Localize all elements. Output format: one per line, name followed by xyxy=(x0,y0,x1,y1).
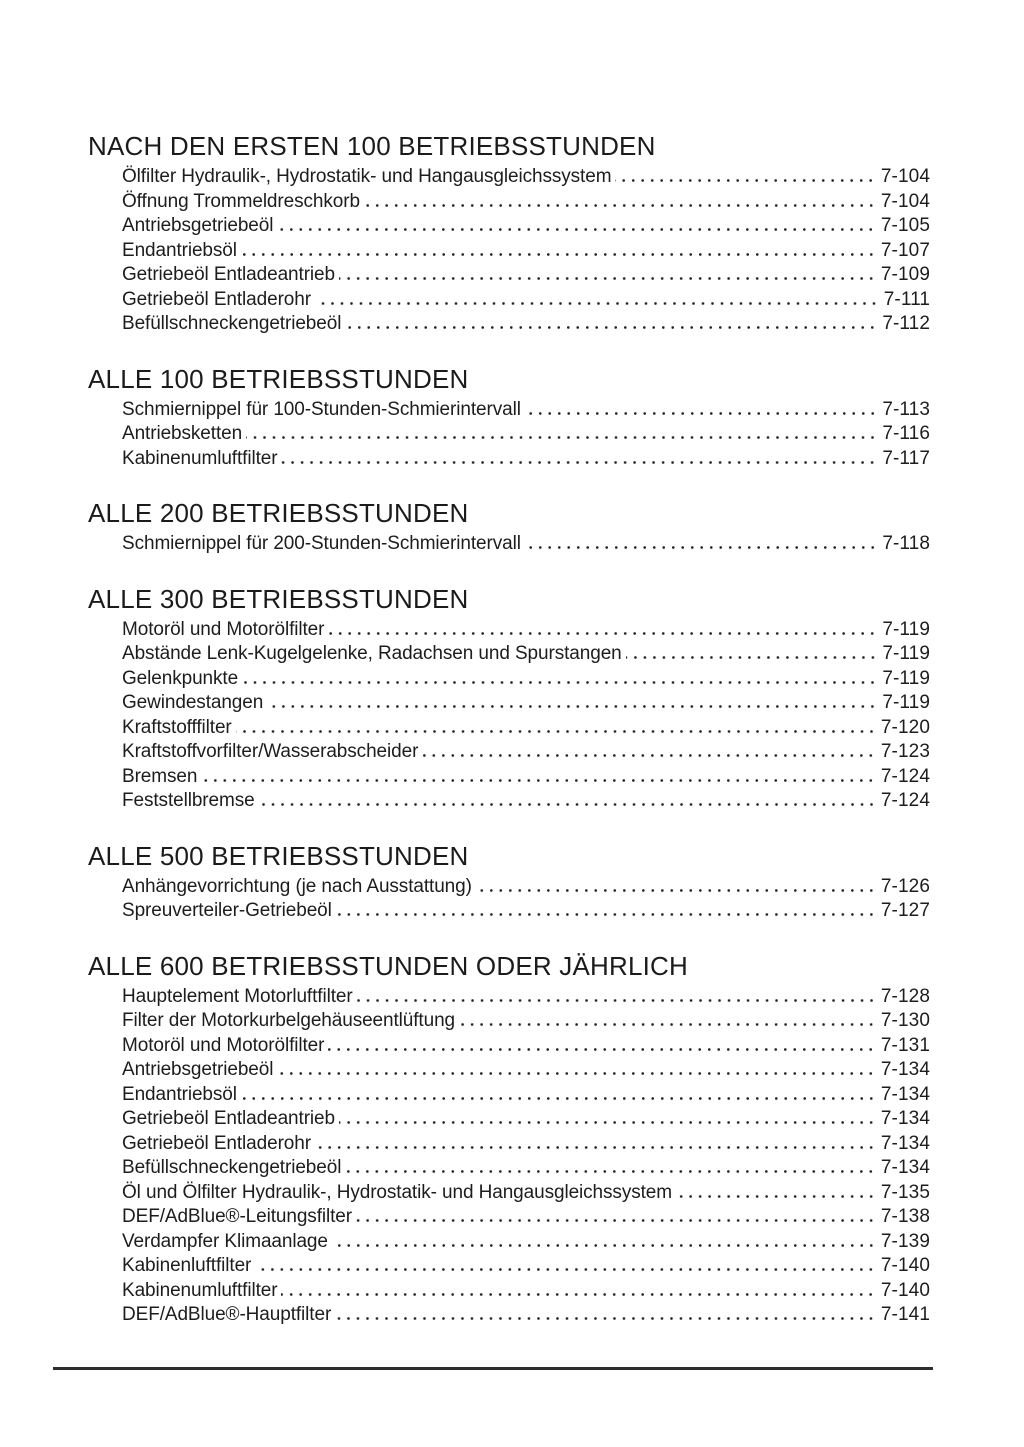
dot-leader xyxy=(328,1048,876,1051)
toc-entry xyxy=(88,765,930,790)
toc-entry-label: Befüllschneckengetriebeöl xyxy=(122,313,342,334)
dot-leader xyxy=(336,913,876,916)
toc-entry xyxy=(88,1156,930,1181)
dot-leader xyxy=(476,889,876,892)
toc-entry xyxy=(88,789,930,814)
toc-entry-label: Öl und Ölfilter Hydraulik-, Hydrostatik- und Hangausgleichssystem xyxy=(122,1181,672,1203)
toc-entry xyxy=(88,447,930,472)
toc-entry xyxy=(88,1181,930,1206)
toc-section xyxy=(88,498,930,557)
dot-leader xyxy=(459,1023,876,1026)
section-heading: ALLE 600 BETRIEBSSTUNDEN ODER JÄHRLICH xyxy=(88,950,688,981)
dot-leader xyxy=(242,681,877,684)
toc-entry xyxy=(88,312,930,337)
toc-entry xyxy=(88,1303,930,1328)
toc-entry-label: DEF/AdBlue®-Leitungsfilter xyxy=(122,1206,353,1227)
toc-entry xyxy=(88,214,930,239)
toc-entry-label: Getriebeöl Entladeantrieb xyxy=(122,264,335,285)
toc-entry-page-number: 7-111 xyxy=(883,288,930,310)
toc-entry xyxy=(88,1083,930,1108)
toc-entry-label: Abstände Lenk-Kugelgelenke, Radachsen und Spurstangen xyxy=(122,643,622,664)
toc-entry-page-number: 7-104 xyxy=(880,166,930,187)
toc-entry xyxy=(88,532,930,557)
toc-entry-label: Hauptelement Motorluftfilter xyxy=(122,985,353,1007)
toc-entry xyxy=(88,165,930,190)
toc-entry-page-number: 7-104 xyxy=(880,190,930,212)
dot-leader xyxy=(615,179,875,182)
dot-leader xyxy=(281,1293,875,1296)
toc-entry xyxy=(88,1034,930,1059)
toc-entry-label: Schmiernippel für 100-Stunden-Schmierintervall xyxy=(122,398,521,420)
toc-entry-label: Ölfilter Hydraulik-, Hydrostatik- und Hangausgleichssystem xyxy=(122,166,612,187)
toc-entry-page-number: 7-134 xyxy=(880,1059,930,1080)
dot-leader xyxy=(339,277,876,280)
toc-entry xyxy=(88,263,930,288)
section-rows xyxy=(88,532,930,557)
toc-entry-label: Befüllschneckengetriebeöl xyxy=(122,1157,342,1178)
toc-entry-page-number: 7-105 xyxy=(880,215,930,236)
toc-entry-page-number: 7-126 xyxy=(880,875,930,897)
toc-entry-label: Endantriebsöl xyxy=(122,1083,237,1105)
dot-leader xyxy=(422,754,876,757)
toc-entry-label: Kraftstofffilter xyxy=(122,716,232,738)
toc-entry-label: Schmiernippel für 200-Stunden-Schmierintervall xyxy=(122,533,521,554)
dot-leader xyxy=(236,730,876,733)
toc-entry-label: Getriebeöl Entladerohr xyxy=(122,1132,311,1154)
section-rows xyxy=(88,875,930,924)
dot-leader xyxy=(315,302,879,305)
dot-leader xyxy=(241,1097,876,1100)
toc-entry xyxy=(88,691,930,716)
toc-entry xyxy=(88,1132,930,1157)
dot-leader xyxy=(525,412,877,415)
toc-entry xyxy=(88,740,930,765)
toc-entry-page-number: 7-112 xyxy=(882,313,930,334)
dot-leader xyxy=(335,1317,876,1320)
dot-leader xyxy=(246,436,877,439)
toc-entry-label: Gelenkpunkte xyxy=(122,667,239,689)
dot-leader xyxy=(364,204,876,207)
toc-entry-label: Öffnung Trommeldreschkorb xyxy=(122,190,360,212)
toc-entry-label: Gewindestangen xyxy=(122,692,264,713)
dot-leader xyxy=(356,1219,876,1222)
toc-entry xyxy=(88,1205,930,1230)
toc-entry xyxy=(88,239,930,264)
section-heading: ALLE 200 BETRIEBSSTUNDEN xyxy=(88,498,469,528)
toc-entry-page-number: 7-119 xyxy=(882,692,930,713)
toc-entry-label: Anhängevorrichtung (je nach Ausstattung) xyxy=(122,875,472,897)
toc-entry-page-number: 7-116 xyxy=(882,423,930,444)
toc-entry-page-number: 7-141 xyxy=(880,1304,930,1325)
dot-leader xyxy=(328,632,877,635)
toc-entry-label: Kabinenumluftfilter xyxy=(122,447,278,469)
toc-entry-label: Spreuverteiler-Getriebeöl xyxy=(122,900,332,921)
toc-entry-page-number: 7-134 xyxy=(880,1083,930,1105)
toc-entry-page-number: 7-120 xyxy=(880,716,930,738)
dot-leader xyxy=(676,1195,876,1198)
toc-entry xyxy=(88,985,930,1010)
toc-entry xyxy=(88,899,930,924)
toc-entry xyxy=(88,422,930,447)
toc-entry xyxy=(88,618,930,643)
toc-entry-label: Getriebeöl Entladerohr xyxy=(122,288,311,310)
toc-entry xyxy=(88,642,930,667)
toc-entry xyxy=(88,190,930,215)
toc-section xyxy=(88,364,930,472)
toc-entry xyxy=(88,1254,930,1279)
dot-leader xyxy=(241,253,876,256)
toc-entry-page-number: 7-119 xyxy=(882,618,930,640)
section-heading: ALLE 500 BETRIEBSSTUNDEN xyxy=(88,840,469,871)
dot-leader xyxy=(345,1170,876,1173)
toc-entry xyxy=(88,716,930,741)
dot-leader xyxy=(201,779,876,782)
section-rows xyxy=(88,165,930,337)
toc-entry-page-number: 7-124 xyxy=(880,790,930,811)
footer-divider xyxy=(53,1367,933,1370)
dot-leader xyxy=(345,326,877,329)
dot-leader xyxy=(277,228,876,231)
toc-entry xyxy=(88,1279,930,1304)
toc-entry-page-number: 7-123 xyxy=(880,741,930,762)
toc-entry-page-number: 7-117 xyxy=(882,447,930,469)
toc-entry-page-number: 7-134 xyxy=(880,1132,930,1154)
toc-entry-page-number: 7-113 xyxy=(882,398,930,420)
section-rows xyxy=(88,398,930,472)
toc-entry-page-number: 7-127 xyxy=(880,900,930,921)
toc-entry-label: DEF/AdBlue®-Hauptfilter xyxy=(122,1304,332,1325)
toc-entry-page-number: 7-130 xyxy=(880,1010,930,1031)
toc-entry-label: Verdampfer Klimaanlage xyxy=(122,1230,328,1252)
toc-entry-page-number: 7-109 xyxy=(880,264,930,285)
toc-entry-page-number: 7-140 xyxy=(880,1279,930,1301)
toc-entry-label: Feststellbremse xyxy=(122,790,255,811)
toc-entry-page-number: 7-119 xyxy=(882,667,930,689)
toc-entry-label: Antriebsgetriebeöl xyxy=(122,215,274,236)
toc-entry-label: Bremsen xyxy=(122,765,198,787)
toc-entry xyxy=(88,875,930,900)
toc-entry xyxy=(88,1230,930,1255)
dot-leader xyxy=(357,999,876,1002)
dot-leader xyxy=(281,461,877,464)
toc-entry-label: Kabinenumluftfilter xyxy=(122,1279,278,1301)
toc-entry-page-number: 7-128 xyxy=(880,985,930,1007)
toc-entry-label: Antriebsketten xyxy=(122,423,243,444)
toc-entry-label: Kabinenluftfilter xyxy=(122,1255,252,1276)
toc-entry-label: Getriebeöl Entladeantrieb xyxy=(122,1108,335,1129)
toc-entry-page-number: 7-135 xyxy=(880,1181,930,1203)
section-heading: NACH DEN ERSTEN 100 BETRIEBSSTUNDEN xyxy=(88,131,656,161)
section-rows xyxy=(88,618,930,814)
toc-entry-label: Filter der Motorkurbelgehäuseentlüftung xyxy=(122,1010,456,1031)
toc-entry-label: Kraftstoffvorfilter/Wasserabscheider xyxy=(122,741,419,762)
toc-entry-page-number: 7-134 xyxy=(880,1108,930,1129)
dot-leader xyxy=(255,1268,876,1271)
toc-entry-page-number: 7-134 xyxy=(880,1157,930,1178)
toc-entry-page-number: 7-119 xyxy=(882,643,930,664)
toc-entry-label: Motoröl und Motorölfilter xyxy=(122,1034,325,1056)
toc-entry-page-number: 7-107 xyxy=(880,239,930,261)
toc-section xyxy=(88,131,930,337)
dot-leader xyxy=(339,1121,876,1124)
section-heading: ALLE 300 BETRIEBSSTUNDEN xyxy=(88,583,469,614)
toc-entry xyxy=(88,1107,930,1132)
toc-entry-label: Endantriebsöl xyxy=(122,239,237,261)
toc-entry-page-number: 7-118 xyxy=(882,533,930,554)
toc-entry-page-number: 7-138 xyxy=(880,1206,930,1227)
toc-entry-page-number: 7-124 xyxy=(880,765,930,787)
toc-section xyxy=(88,951,930,1328)
dot-leader xyxy=(626,656,878,659)
toc-entry-page-number: 7-131 xyxy=(880,1034,930,1056)
toc-section xyxy=(88,841,930,924)
section-rows xyxy=(88,985,930,1328)
section-heading: ALLE 100 BETRIEBSSTUNDEN xyxy=(88,363,469,394)
toc-entry xyxy=(88,1058,930,1083)
toc-entry-page-number: 7-139 xyxy=(880,1230,930,1252)
dot-leader xyxy=(525,546,877,549)
toc-entry xyxy=(88,667,930,692)
dot-leader xyxy=(315,1146,876,1149)
dot-leader xyxy=(267,705,877,708)
toc-section xyxy=(88,584,930,814)
toc-entry xyxy=(88,1009,930,1034)
toc-entry-label: Motoröl und Motorölfilter xyxy=(122,618,325,640)
toc-entry-page-number: 7-140 xyxy=(880,1255,930,1276)
toc-entry xyxy=(88,288,930,313)
toc-entry-label: Antriebsgetriebeöl xyxy=(122,1059,274,1080)
dot-leader xyxy=(259,803,876,806)
toc-entry xyxy=(88,398,930,423)
dot-leader xyxy=(277,1072,876,1075)
dot-leader xyxy=(332,1244,876,1247)
